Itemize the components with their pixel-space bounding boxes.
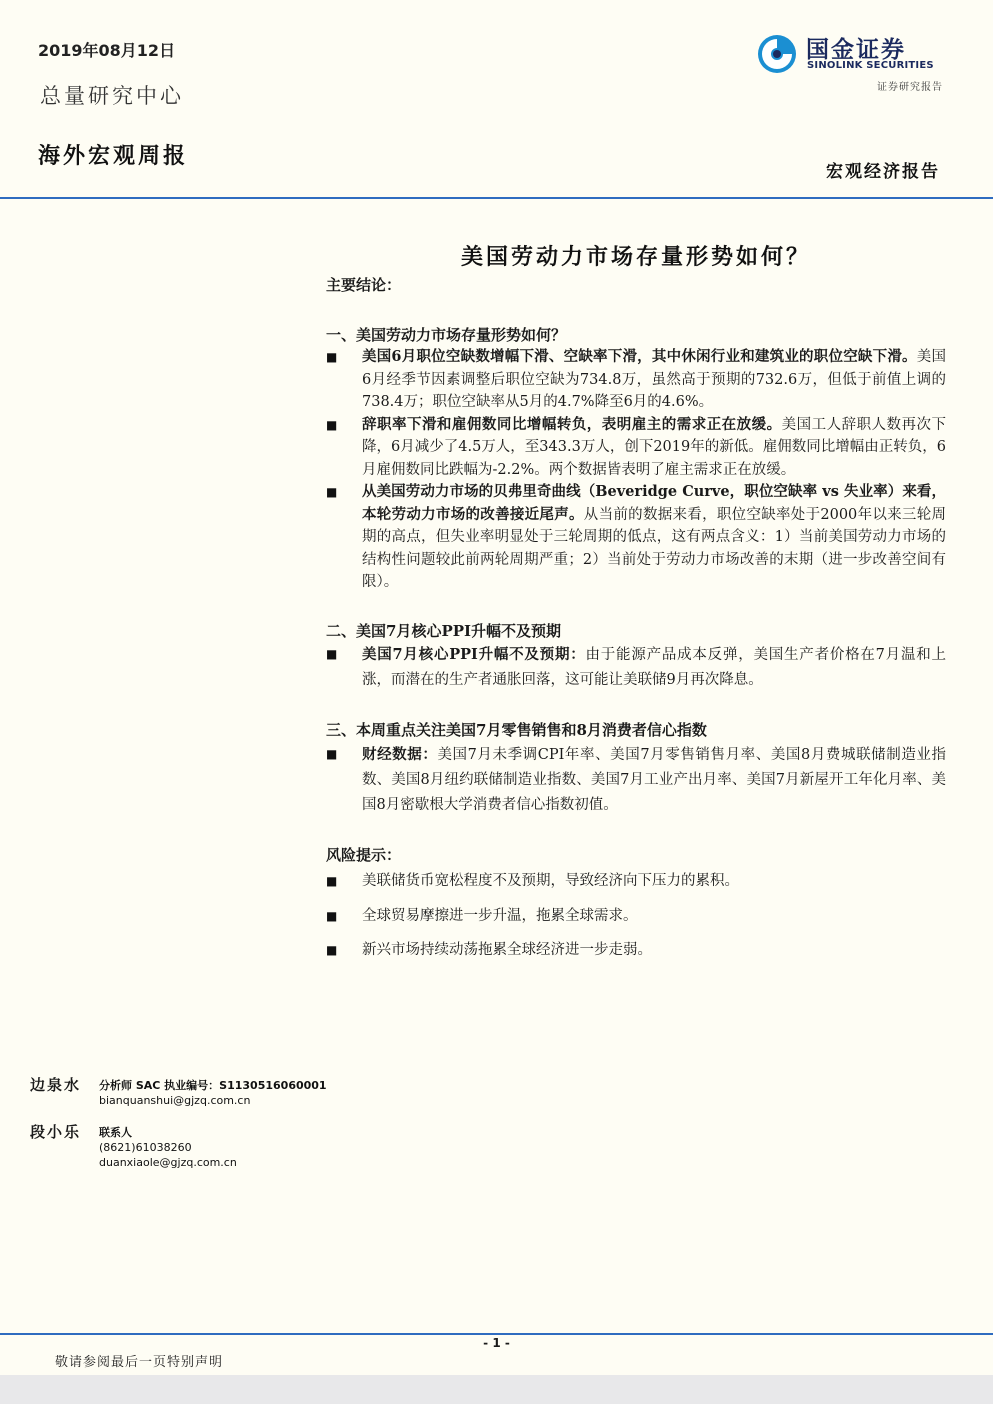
- section-heading: 二、美国7月核心PPI升幅不及预期: [326, 621, 562, 640]
- bullet-lead: 美国6月职位空缺数增幅下滑、空缺率下滑，其中休闲行业和建筑业的职位空缺下滑。: [362, 348, 917, 365]
- list-item: [326, 905, 946, 928]
- author-phone: (8621)61038260: [99, 1141, 192, 1154]
- risk-text: 美联储货币宽松程度不及预期，导致经济向下压力的累积。: [362, 873, 739, 889]
- bullet-text: 美国6月经季节因素调整后职位空缺为734.8万，虽然高于预期的732.6万，但低于前值上调的738.4万；职位空缺率从5月的4.7%降至6月的4.6%。: [362, 349, 946, 410]
- list-item: [326, 414, 946, 482]
- viewer-bottom-strip: [0, 1375, 993, 1404]
- list-item: [326, 742, 946, 818]
- report-series-title: 海外宏观周报: [38, 143, 189, 169]
- bullet-lead: 辞职率下滑和雇佣数同比增幅转负，表明雇主的需求正在放缓。: [362, 415, 782, 433]
- report-date: 2019年08月12日: [38, 41, 176, 60]
- footer-divider: [0, 1333, 993, 1335]
- report-title: 美国劳动力市场存量形势如何？: [460, 244, 811, 270]
- risk-text: 全球贸易摩擦进一步升温，拖累全球需求。: [362, 907, 638, 924]
- author-name: 边泉水: [30, 1076, 82, 1094]
- author-info: [99, 1125, 237, 1170]
- author-email: duanxiaole@gjzq.com.cn: [99, 1156, 237, 1169]
- research-center-name: 总量研究中心: [40, 84, 184, 108]
- logo-name-en: SINOLINK SECURITIES: [807, 60, 934, 71]
- list-item: [326, 642, 946, 693]
- bullet-text: 美国工人辞职人数再次下降，6月减少了4.5万人，至343.3万人，创下2019年的新低。雇佣数同比增幅由正转负，6月雇佣数同比跌幅为-2.2%。两个数据皆表明了雇主需求正在放缓。: [362, 416, 947, 478]
- logo-subtitle: 证券研究报告: [877, 82, 943, 93]
- author-name: 段小乐: [30, 1123, 82, 1141]
- footer-disclaimer: 敬请参阅最后一页特别声明: [55, 1355, 224, 1370]
- logo-name-cn: 国金证券: [806, 37, 906, 63]
- section-heading: 一、美国劳动力市场存量形势如何？: [326, 325, 567, 344]
- author-email: bianquanshui@gjzq.com.cn: [99, 1094, 251, 1107]
- bullet-text: 美国7月未季调CPI年率、美国7月零售销售月率、美国8月费城联储制造业指数、美国8月纽约联储制造业指数、美国7月工业产出月率、美国7月新屋开工年化月率、美国8月密歇根大学消费者信心指数初值。: [362, 746, 946, 813]
- risk-label: 风险提示：: [326, 845, 402, 864]
- header-divider: [0, 197, 993, 199]
- sinolink-logo-icon: [756, 33, 798, 75]
- page-number: - 1 -: [483, 1336, 510, 1350]
- author-role: 分析师 SAC 执业编号：S1130516060001: [99, 1079, 327, 1092]
- bullet-text: 从当前的数据来看，职位空缺率处于2000年以来三轮周期的高点，但失业率明显处于三轮周期的低点，这有两点含义：1）当前美国劳动力市场的结构性问题较此前两轮周期严重；2）当前处于劳动力市场改善的末期（进一步改善空间有限）。: [362, 506, 946, 590]
- list-item: [326, 481, 946, 594]
- company-logo: [756, 31, 946, 79]
- main-content: [326, 274, 946, 962]
- section-heading: 三、本周重点关注美国7月零售销售和8月消费者信心指数: [326, 721, 707, 739]
- list-item: [326, 346, 946, 414]
- list-item: [326, 939, 946, 962]
- bullet-lead: 从美国劳动力市场的贝弗里奇曲线（Beveridge Curve，职位空缺率 vs 失业率）来看，本轮劳动力市场的改善接近尾声。: [362, 483, 946, 523]
- author-role: 联系人: [99, 1126, 132, 1139]
- author-info: [99, 1078, 327, 1108]
- bullet-lead: 美国7月核心PPI升幅不及预期：: [362, 646, 586, 663]
- report-type: 宏观经济报告: [826, 162, 940, 182]
- bullet-lead: 财经数据：: [362, 745, 438, 763]
- main-conclusions-label: 主要结论：: [326, 276, 402, 294]
- list-item: [326, 870, 946, 893]
- risk-text: 新兴市场持续动荡拖累全球经济进一步走弱。: [362, 942, 652, 958]
- bullet-text: 由于能源产品成本反弹，美国生产者价格在7月温和上涨，而潜在的生产者通胀回落，这可能让美联储9月再次降息。: [362, 647, 946, 688]
